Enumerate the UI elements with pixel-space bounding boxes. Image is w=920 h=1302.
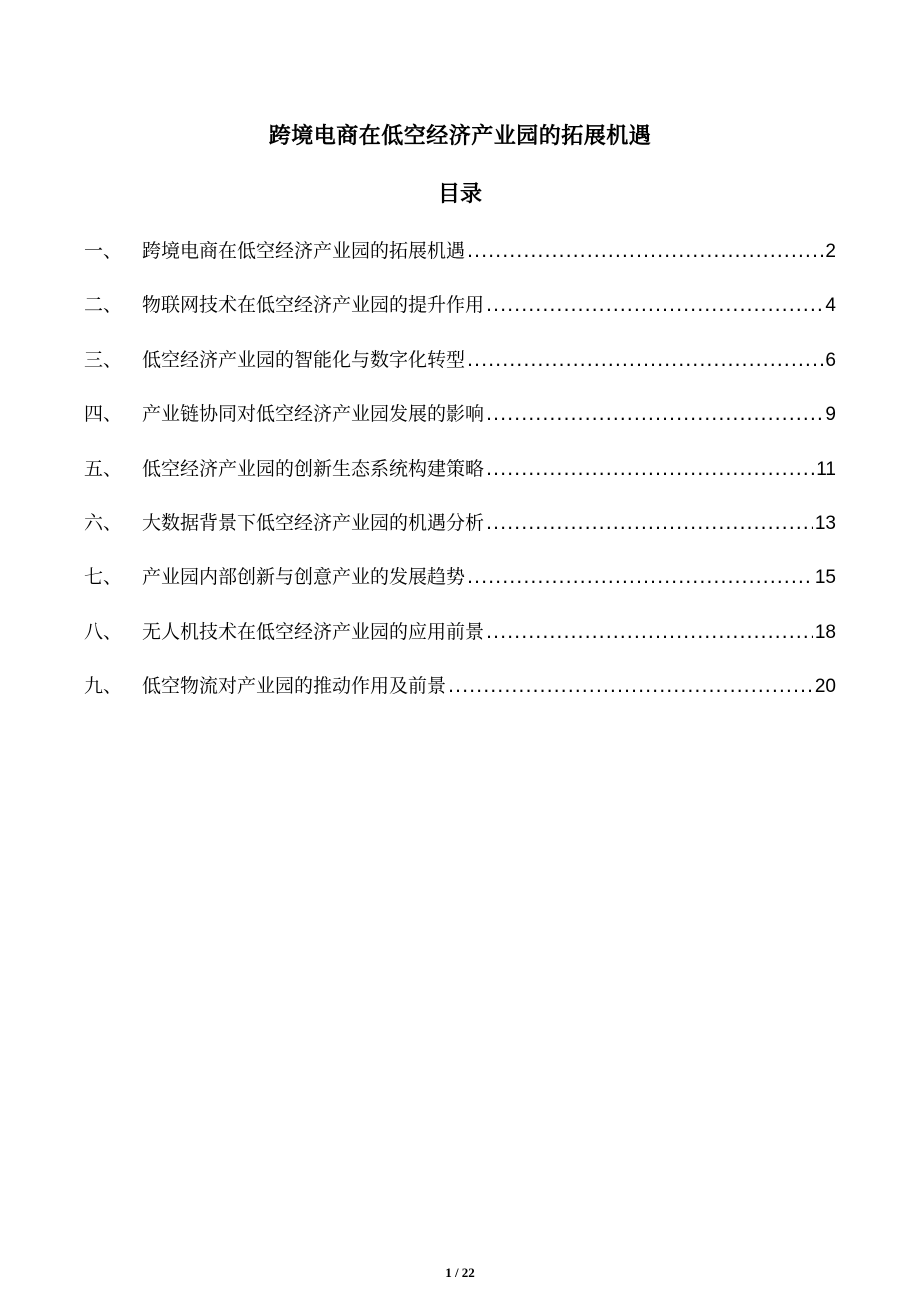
toc-entry[interactable] — [84, 399, 836, 453]
toc-entry-number: 二、 — [84, 294, 123, 317]
toc-heading: 目录 — [437, 182, 482, 207]
toc-dot-leader — [448, 671, 813, 701]
toc-entry-page[interactable]: 2 — [825, 241, 836, 262]
toc-entry-title[interactable]: 低空物流对产业园的推动作用及前景 — [142, 675, 447, 698]
toc-entry[interactable] — [84, 290, 836, 344]
toc-entry-title[interactable]: 跨境电商在低空经济产业园的拓展机遇 — [142, 240, 466, 262]
toc-dot-leader — [467, 345, 823, 375]
toc-entry[interactable] — [84, 454, 836, 508]
document-title: 跨境电商在低空经济产业园的拓展机遇 — [268, 124, 652, 149]
toc-entry-page[interactable]: 6 — [825, 349, 836, 371]
toc-entry-page[interactable]: 9 — [825, 404, 836, 426]
page-number-footer: 1 / 22 — [445, 1265, 475, 1280]
toc-dot-leader — [467, 562, 813, 592]
toc-entry-page[interactable]: 11 — [816, 458, 836, 480]
toc-dot-leader — [486, 290, 823, 320]
toc-entry[interactable] — [84, 508, 836, 562]
toc-entry-number: 五、 — [84, 457, 123, 480]
toc-entry[interactable] — [84, 345, 836, 399]
toc-entry-page[interactable]: 15 — [814, 567, 836, 589]
toc-entry-title[interactable]: 无人机技术在低空经济产业园的应用前景 — [142, 620, 485, 643]
toc-entry-number: 一、 — [84, 240, 123, 262]
toc-entry-page[interactable]: 20 — [814, 676, 836, 698]
toc-entry-page[interactable]: 13 — [814, 512, 836, 534]
toc-dot-leader — [486, 454, 814, 484]
toc-dot-leader — [486, 617, 813, 647]
toc-entry-title[interactable]: 产业链协同对低空经济产业园发展的影响 — [142, 403, 485, 426]
toc-entry-number: 三、 — [84, 348, 123, 371]
toc-entry[interactable] — [84, 236, 836, 290]
toc-entry-title[interactable]: 大数据背景下低空经济产业园的机遇分析 — [142, 511, 485, 534]
toc-entry-page[interactable]: 18 — [814, 621, 836, 643]
toc-entry[interactable] — [84, 671, 836, 725]
toc-entry-number: 六、 — [84, 511, 123, 534]
toc-entry-number: 八、 — [84, 620, 123, 643]
table-of-contents — [84, 236, 836, 726]
toc-entry-number: 四、 — [84, 403, 123, 426]
toc-entry-title[interactable]: 低空经济产业园的智能化与数字化转型 — [142, 348, 466, 371]
toc-entry-title[interactable]: 物联网技术在低空经济产业园的提升作用 — [142, 294, 485, 317]
toc-dot-leader — [486, 508, 813, 538]
toc-dot-leader — [467, 236, 823, 266]
toc-entry-title[interactable]: 产业园内部创新与创意产业的发展趋势 — [142, 566, 466, 589]
toc-dot-leader — [486, 399, 823, 429]
toc-entry-number: 九、 — [84, 675, 123, 698]
toc-entry-title[interactable]: 低空经济产业园的创新生态系统构建策略 — [142, 457, 485, 480]
toc-entry[interactable] — [84, 617, 836, 671]
toc-entry[interactable] — [84, 562, 836, 616]
toc-entry-number: 七、 — [84, 566, 123, 589]
toc-entry-page[interactable]: 4 — [825, 295, 836, 317]
